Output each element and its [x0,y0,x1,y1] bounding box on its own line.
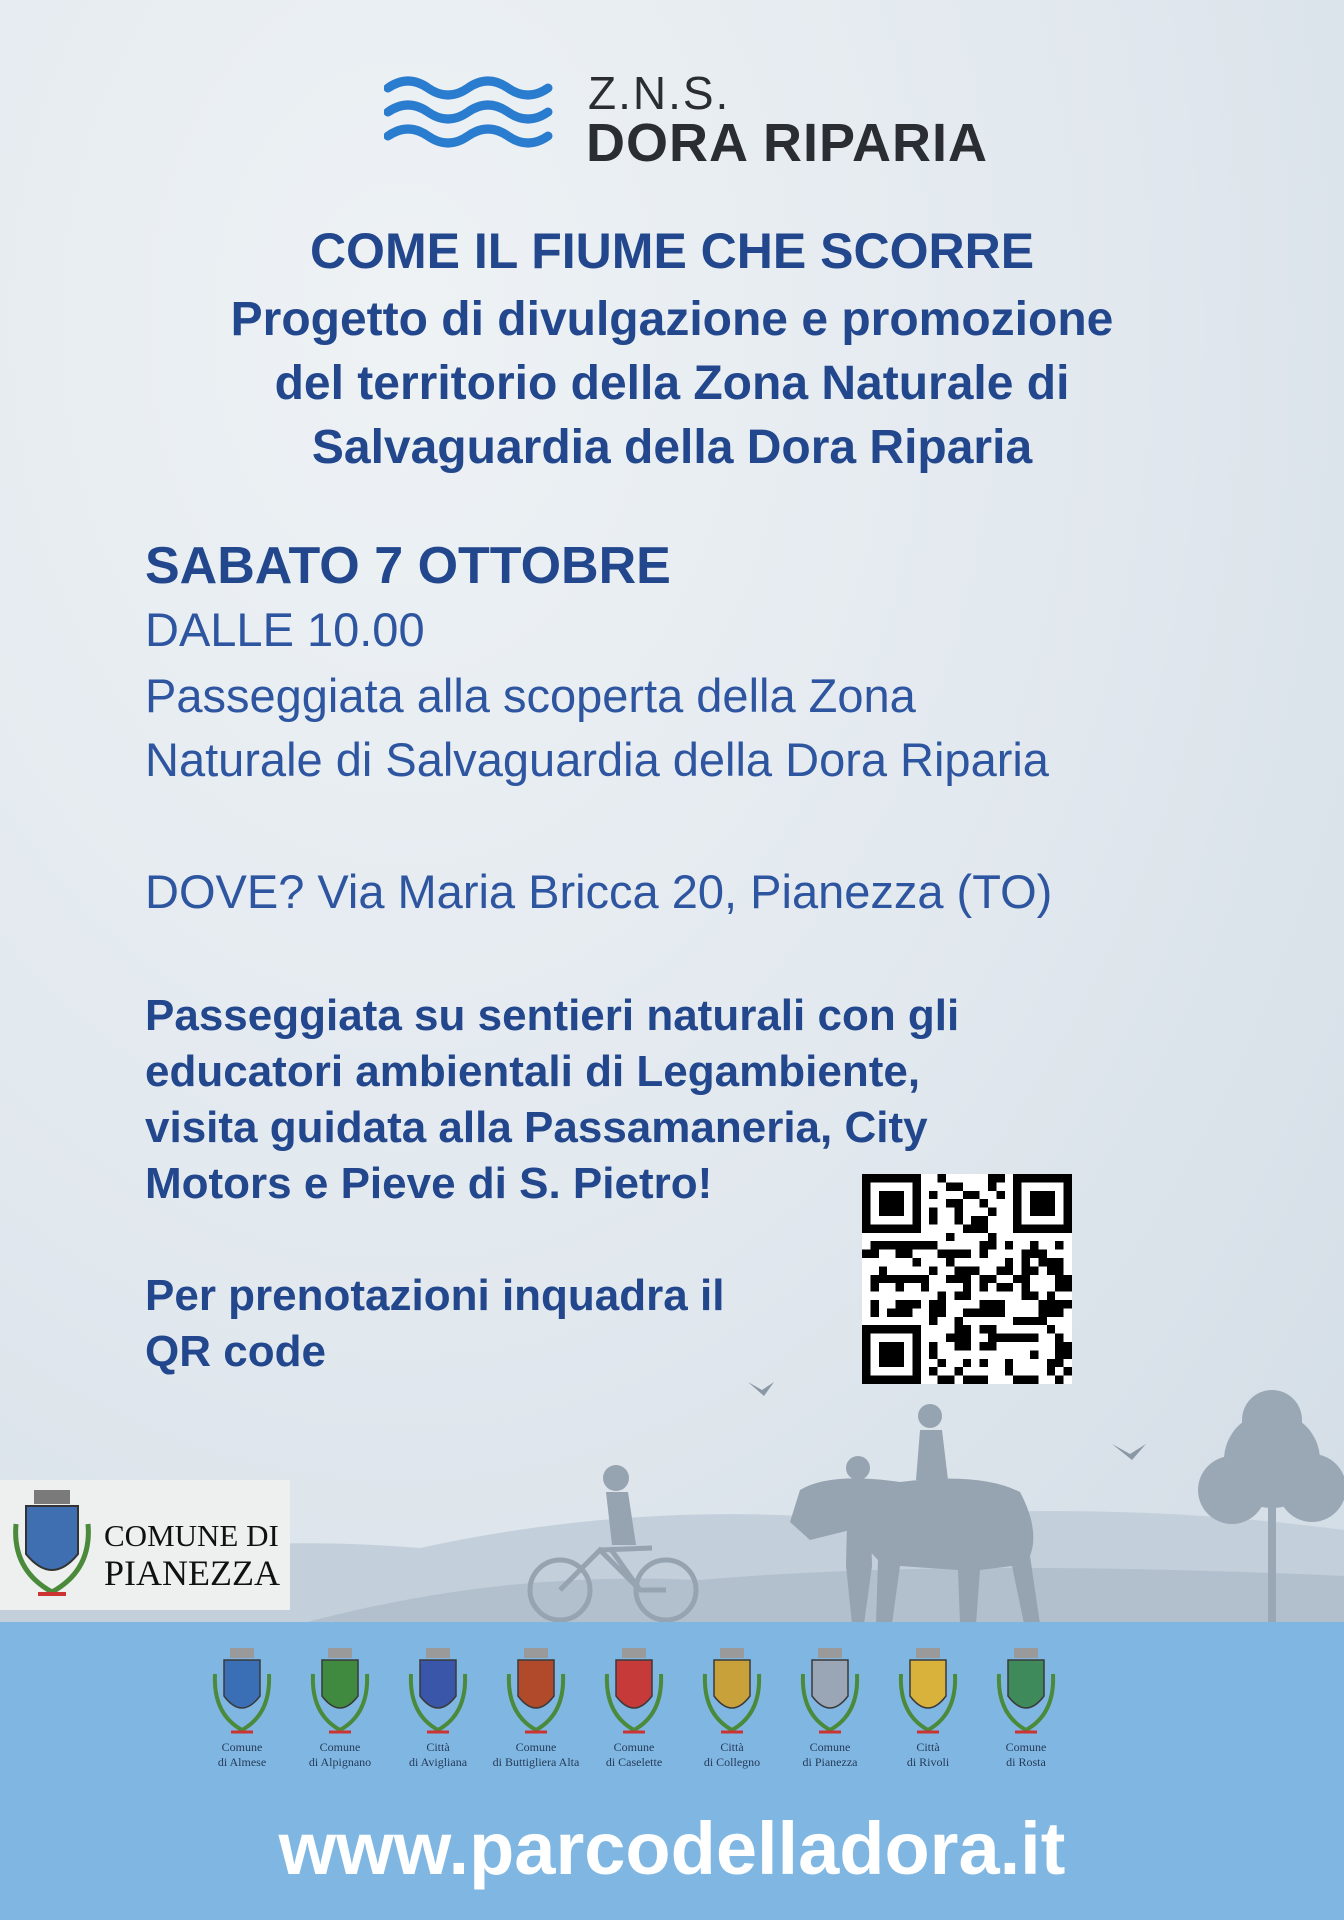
municipality-type: Città [720,1740,744,1754]
municipality-type: Comune [319,1740,361,1754]
municipality-crest-icon [795,1644,865,1740]
qr-code[interactable] [862,1174,1072,1384]
municipality-crest-icon [305,1644,375,1740]
subtitle-line: del territorio della Zona Naturale di [274,357,1070,410]
municipality-crest-icon [403,1644,473,1740]
booking-line: QR code [145,1327,326,1376]
municipality-name: di Rivoli [906,1755,950,1769]
event-date: SABATO 7 OTTOBRE [145,537,671,595]
logo-abbreviation: Z.N.S. [588,67,731,119]
description-line: Naturale di Salvaguardia della Dora Riparia [145,733,1049,786]
municipality-name: di Buttigliera Alta [492,1755,580,1769]
municipality-name: di Avigliana [408,1755,468,1769]
description-line: Passeggiata alla scoperta della Zona [145,669,916,722]
municipality-label [966,1740,1086,1770]
municipality-crest-icon [501,1644,571,1740]
event-title: COME IL FIUME CHE SCORRE [309,223,1035,279]
event-location: DOVE? Via Maria Bricca 20, Pianezza (TO) [145,865,1053,918]
municipality-name: di Collegno [703,1755,761,1769]
municipality-type: Comune [221,1740,263,1754]
municipality-name: di Pianezza [802,1755,858,1769]
municipality-crest-icon [991,1644,1061,1740]
logo-name: DORA RIPARIA [586,113,988,173]
municipality-crest-icon [207,1644,277,1740]
details-line: Motors e Pieve di S. Pietro! [145,1159,713,1208]
municipality-crest-icon [893,1644,963,1740]
municipality-crest-icon [697,1644,767,1740]
pianezza-crest-icon [8,1484,96,1604]
event-details [145,988,959,1212]
municipality-name: di Almese [217,1755,267,1769]
municipality-name: di Caselette [605,1755,663,1769]
municipality-type: Comune [613,1740,655,1754]
municipality-crests [198,1628,1094,1778]
municipality-type: Comune [515,1740,557,1754]
subtitle-line: Progetto di divulgazione e promozione [230,293,1114,346]
details-line: Passeggiata su sentieri naturali con gli [145,991,960,1040]
event-description [145,664,1049,792]
event-subtitle [0,288,1344,480]
municipality-name: di Alpignano [308,1755,372,1769]
organizer-name-line2: PIANEZZA [104,1553,280,1593]
municipality-crest-icon [599,1644,669,1740]
bird-icon [748,1382,774,1396]
municipality-type: Città [916,1740,940,1754]
organizer-name-line1: COMUNE DI [104,1518,279,1553]
municipality-type: Comune [1005,1740,1047,1754]
municipality-name: di Rosta [1006,1755,1046,1769]
municipality-type: Comune [809,1740,851,1754]
waves-icon [384,70,554,160]
bird-icon [1112,1444,1146,1460]
subtitle-line: Salvaguardia della Dora Riparia [311,421,1033,474]
booking-note [145,1268,724,1380]
details-line: educatori ambientali di Legambiente, [145,1047,921,1096]
details-line: visita guidata alla Passamaneria, City [145,1103,928,1152]
municipality-type: Città [426,1740,450,1754]
booking-line: Per prenotazioni inquadra il [145,1271,725,1320]
event-time: DALLE 10.00 [145,603,425,656]
website-link[interactable]: www.parcodelladora.it [278,1807,1066,1890]
